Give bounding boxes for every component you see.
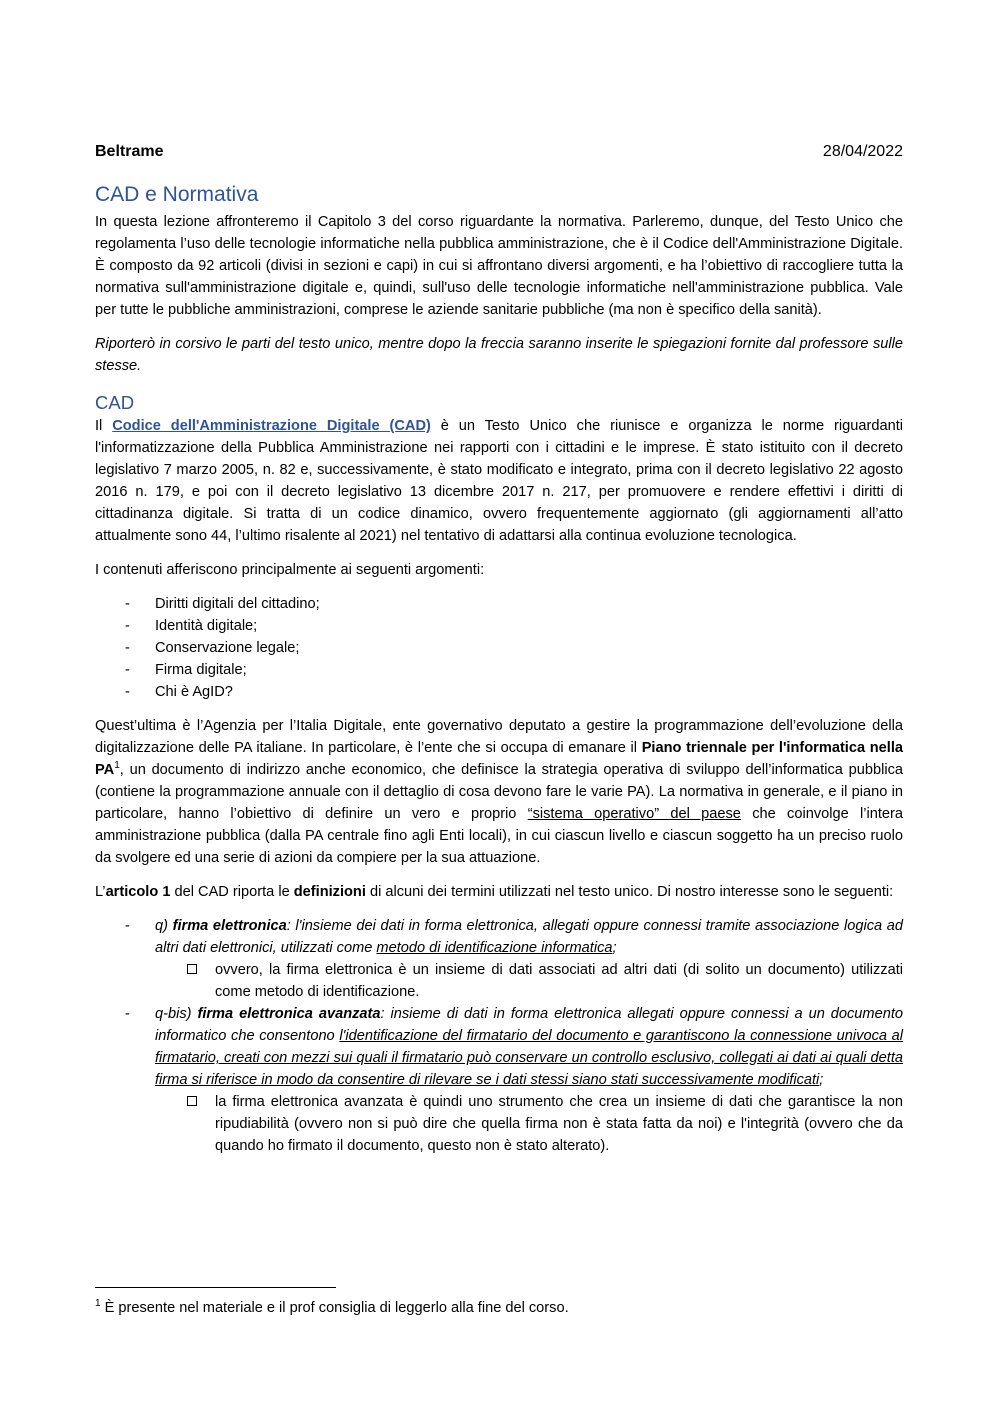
cad-paragraph-start: Il (95, 418, 113, 434)
art1-text-b: del CAD riporta le (170, 884, 294, 900)
intro-paragraph: In questa lezione affronteremo il Capitolo 3 del corso riguardante la normativa. Parleremo, dunque, del Testo Unico che regolamenta l’uso delle tecnologie informatiche nella pubblica amministrazione, che è il Codice dell'Amministrazione Digitale. È composto da 92 articoli (divisi in sezioni e capi) in cui si affrontano diversi argomenti, e ha l’obiettivo di raccogliere tutta la normativa sull'amministrazione digitale e, quindi, sull'uso delle tecnologie informatiche nell'amministrazione pubblica. Vale per tutte le pubbliche amministrazioni, comprese le aziende sanitarie pubbliche (ma non è specifico della sanità). (95, 214, 903, 318)
definition-note (155, 1091, 903, 1157)
definition-body-b: ; (819, 1072, 824, 1088)
definition-prefix: q-bis) (155, 1006, 198, 1022)
page-content (95, 141, 903, 1169)
document-title: CAD e Normativa (95, 183, 259, 206)
definition-term: firma elettronica avanzata (197, 1006, 381, 1022)
definitions-list (95, 915, 903, 1157)
list-item: - Diritti digitali del cittadino; (95, 593, 903, 615)
piano-triennale-bold: Piano triennale per l'informatica nella PA (95, 740, 903, 778)
list-item: - Chi è AgID? (95, 681, 903, 703)
footnote-text: È presente nel materiale e il prof consiglia di leggerlo alla fine del corso. (100, 1300, 569, 1316)
footnote-number: 1 (95, 1298, 101, 1310)
definition-text (155, 1006, 903, 1088)
art1-text-a: L’ (95, 884, 106, 900)
art1-bold: articolo 1 (105, 884, 171, 900)
author-name: Beltrame (95, 143, 164, 160)
section-heading-cad: CAD (95, 392, 135, 413)
footnote-separator (95, 1287, 336, 1288)
checkbox-bullet-icon (187, 1096, 197, 1106)
definition-underline: l'identificazione del firmatario del documento e garantiscono la connessione univoca al firmatario, creati con mezzi sui quali il firmatario può conservare un controllo esclusivo, collegati ai dati ai quali detta firma si riferisce in modo da consentire di rilevare se i dati stessi siano stati successivamente modificati (155, 1028, 903, 1088)
definition-item (95, 1003, 903, 1157)
definition-term: firma elettronica (172, 918, 287, 934)
footnote-ref[interactable]: 1 (114, 760, 120, 772)
definition-text (155, 918, 903, 956)
list-item: - Firma digitale; (95, 659, 903, 681)
list-item: - Conservazione legale; (95, 637, 903, 659)
document-date: 28/04/2022 (822, 143, 903, 160)
art1-text-c: di alcuni dei termini utilizzati nel testo unico. Di nostro interesse sono le seguenti: (365, 884, 894, 900)
list-item: - Identità digitale; (95, 615, 903, 637)
topics-list (95, 593, 903, 703)
definizioni-bold: definizioni (293, 884, 366, 900)
definition-note-text: la firma elettronica avanzata è quindi uno strumento che crea un insieme di dati che garantisce la non ripudiabilità (ovvero non si può dire che quella firma non è stata fatta da noi) e l'integrità (ovvero che da quando ho firmato il documento, questo non è stato alterato). (215, 1094, 903, 1154)
article-1-paragraph (95, 881, 903, 903)
checkbox-bullet-icon (187, 964, 197, 974)
definition-item (95, 915, 903, 1003)
agid-text-b: , un documento di indirizzo anche economico, che definisce la strategia operativa di sviluppo dell’informatica pubblica (contiene la programmazione annuale con il dettaglio di cosa devono fare le varie PA). La normativa in generale, e il piano in particolare, hanno l’obiettivo di definire un vero e proprio (95, 762, 903, 822)
sistema-operativo-underline: “sistema operativo” del paese (527, 806, 741, 822)
footnote (95, 1297, 903, 1319)
agid-paragraph (95, 715, 903, 869)
definition-note-text: ovvero, la firma elettronica è un insieme di dati associati ad altri dati (di solito un documento) utilizzati come metodo di identificazione. (215, 962, 903, 1000)
definition-note (155, 959, 903, 1003)
agid-text-c: che coinvolge l’intera amministrazione pubblica (dalla PA centrale fino agli Enti locali), in cui ciascun livello e ciascun soggetto ha un preciso ruolo da svolgere ed una serie di azioni da compiere per la sua attuazione. (95, 806, 904, 866)
page-header (95, 141, 903, 163)
definition-notes (155, 959, 903, 1003)
intro-note: Riporterò in corsivo le parti del testo unico, mentre dopo la freccia saranno inserite le spiegazioni fornite dal professore sulle stesse. (95, 336, 903, 374)
agid-text-a: Quest’ultima è l’Agenzia per l’Italia Digitale, ente governativo deputato a gestire la programmazione dell’evoluzione della digitalizzazione delle PA italiane. In particolare, è l’ente che si occupa di emanare il (95, 718, 903, 756)
definition-body-a: : insieme di dati in forma elettronica allegati oppure connessi a un documento informatico che consentono (155, 1006, 903, 1044)
definition-body-a: : l'insieme dei dati in forma elettronica, allegati oppure connessi tramite associazione logica ad altri dati elettronici, utilizzati come (155, 918, 903, 956)
cad-paragraph (95, 415, 903, 547)
topics-intro: I contenuti afferiscono principalmente ai seguenti argomenti: (95, 562, 485, 578)
cad-paragraph-rest: è un Testo Unico che riunisce e organizza le norme riguardanti l'informatizzazione della Pubblica Amministrazione nei rapporti con i cittadini e le imprese. È stato istituito con il decreto legislativo 7 marzo 2005, n. 82 e, successivamente, è stato modificato e integrato, prima con il decreto legislativo 22 agosto 2016 n. 179, e poi con il decreto legislativo 13 dicembre 2017 n. 217, per promuovere e rendere effettivi i diritti di cittadinanza digitale. Si tratta di un codice dinamico, ovvero frequentemente aggiornato (gli aggiornamenti all’atto attualmente sono 44, l’ultimo risalente al 2021) nel tentativo di adattarsi alla continua evoluzione tecnologica. (95, 418, 903, 544)
definition-underline: metodo di identificazione informatica (376, 940, 613, 956)
definition-body-b: ; (612, 940, 617, 956)
definition-notes (155, 1091, 903, 1157)
definition-prefix: q) (155, 918, 173, 934)
cad-link[interactable]: Codice dell'Amministrazione Digitale (CAD) (112, 418, 431, 434)
